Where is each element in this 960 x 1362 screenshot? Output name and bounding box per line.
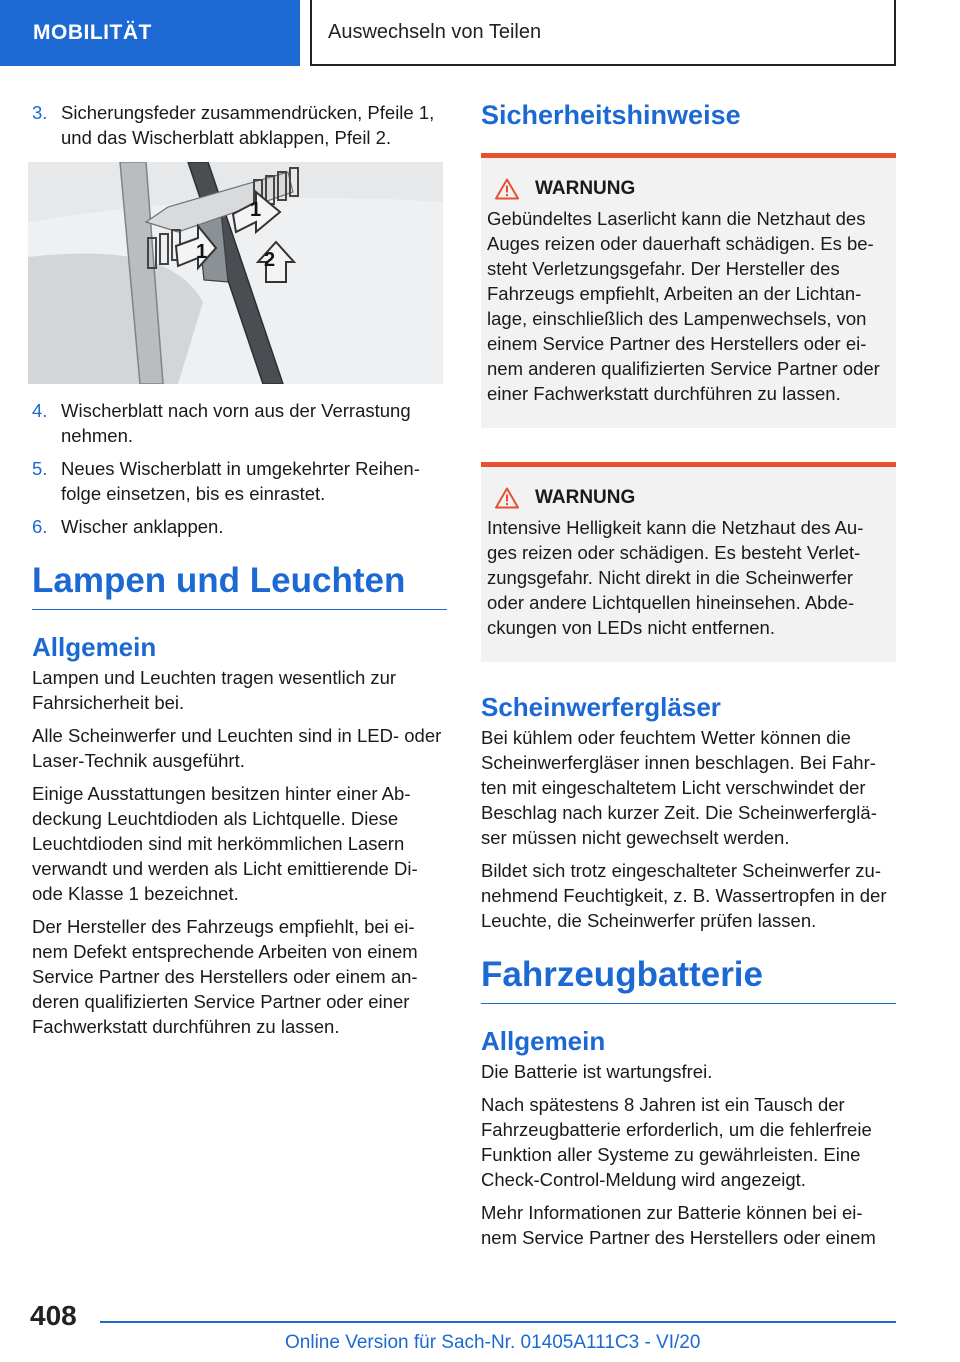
warning-triangle-icon <box>495 487 519 509</box>
step-text: Wischer anklappen. <box>61 516 224 537</box>
warning-box <box>481 153 896 428</box>
headlamp-glass-heading: Scheinwerfergläser <box>481 692 721 722</box>
battery-paragraph: Die Batterie ist wartungsfrei. <box>481 1061 713 1082</box>
footer-version-text: Online Version für Sach-Nr. 01405A111C3 - VI/20 <box>285 1332 701 1353</box>
step-number: 3. <box>32 102 48 123</box>
lamps-paragraph: Lampen und Leuchten tragen wesentlich zur Fahrsicherheit bei. <box>32 667 397 713</box>
step-item <box>32 100 447 150</box>
battery-heading: Fahrzeugbatterie <box>481 955 896 1004</box>
lamps-heading: Lampen und Leuchten <box>32 561 447 610</box>
step-number: 6. <box>32 516 48 537</box>
figure-label-1a: 1 <box>250 199 262 221</box>
step-number: 4. <box>32 400 48 421</box>
warning-box <box>481 462 896 662</box>
lamps-paragraph: Alle Scheinwerfer und Leuchten sind in LED- oder Laser-Technik ausgeführt. <box>32 725 442 771</box>
footer-divider <box>100 1321 896 1323</box>
wiper-blade-illustration <box>28 162 443 384</box>
figure-label-1b: 1 <box>196 241 208 263</box>
battery-paragraph: Nach spätestens 8 Jahren ist ein Tausch der Fahrzeugbatterie erforderlich, um die fehlerfreie Funktion aller Systeme zu gewährleisten. Eine Check-Control-Meldung wird angezeigt. <box>481 1094 872 1190</box>
headlamp-glass-paragraph: Bildet sich trotz eingeschalteter Scheinwerfer zu-nehmend Feuchtigkeit, z. B. Wassertropfen in der Leuchte, die Scheinwerfer prüfen lassen. <box>481 860 887 931</box>
warning-text: Gebündeltes Laserlicht kann die Netzhaut des Auges reizen oder dauerhaft schädigen. Es be-steht Verletzungsgefahr. Der Hersteller des Fahrzeugs empfiehlt, Arbeiten an der Lichtan-lage, einschließlich des Lampenwechsels, von einem Service Partner des Herstellers oder ei-nem anderen qualifizierten Service Partner oder einer Fachwerkstatt durchführen zu lassen. <box>487 208 880 404</box>
left-column <box>32 100 447 1047</box>
page-number: 408 <box>30 1300 77 1331</box>
step-text: Neues Wischerblatt in umgekehrter Reihen-folge einsetzen, bis es einrastet. <box>61 458 420 504</box>
lamps-paragraph: Der Hersteller des Fahrzeugs empfiehlt, bei ei-nem Defekt entsprechende Arbeiten von einem Service Partner des Herstellers oder einem an-deren qualifizierten Service Partner oder einer Fachwerkstatt durchführen zu lassen. <box>32 916 418 1037</box>
right-column <box>481 100 896 1258</box>
step-item <box>32 456 447 506</box>
battery-general-heading: Allgemein <box>481 1026 606 1056</box>
wiper-blade-drawing <box>28 162 443 384</box>
warning-text: Intensive Helligkeit kann die Netzhaut des Au-ges reizen oder schädigen. Es besteht Verlet-zungsgefahr. Nicht direkt in die Scheinwerfer oder andere Lichtquellen hineinsehen. Abde-ckungen von LEDs nicht entfernen. <box>487 517 864 638</box>
warning-label: WARNUNG <box>535 178 636 199</box>
figure-label-2: 2 <box>264 249 276 271</box>
step-text: Sicherungsfeder zusammendrücken, Pfeile 1, und das Wischerblatt abklappen, Pfeil 2. <box>61 102 435 148</box>
headlamp-glass-paragraph: Bei kühlem oder feuchtem Wetter können die Scheinwerfergläser innen beschlagen. Bei Fahr-ten mit eingeschaltetem Licht verschwindet der Beschlag nach kurzer Zeit. Die Scheinwerferglä-ser müssen nicht gewechselt werden. <box>481 727 877 848</box>
warning-header <box>487 487 890 509</box>
warning-triangle-icon <box>495 178 519 200</box>
section-title: Auswechseln von Teilen <box>310 0 896 66</box>
chapter-tab: MOBILITÄT <box>0 0 300 66</box>
lamps-paragraph: Einige Ausstattungen besitzen hinter einer Ab-deckung Leuchtdioden als Lichtquelle. Diese Leuchtdioden sind mit herkömmlichen Lasern verwandt und werden als Licht emittierende Di-ode Klasse 1 bezeichnet. <box>32 783 418 904</box>
step-item <box>32 514 447 539</box>
battery-paragraph: Mehr Informationen zur Batterie können bei ei-nem Service Partner des Herstellers oder einem <box>481 1202 876 1248</box>
step-text: Wischerblatt nach vorn aus der Verrastung nehmen. <box>61 400 411 446</box>
step-item <box>32 398 447 448</box>
step-number: 5. <box>32 458 48 479</box>
lamps-general-heading: Allgemein <box>32 632 157 662</box>
warning-header <box>487 178 890 200</box>
warning-label: WARNUNG <box>535 487 636 508</box>
safety-heading: Sicherheitshinweise <box>481 100 741 130</box>
